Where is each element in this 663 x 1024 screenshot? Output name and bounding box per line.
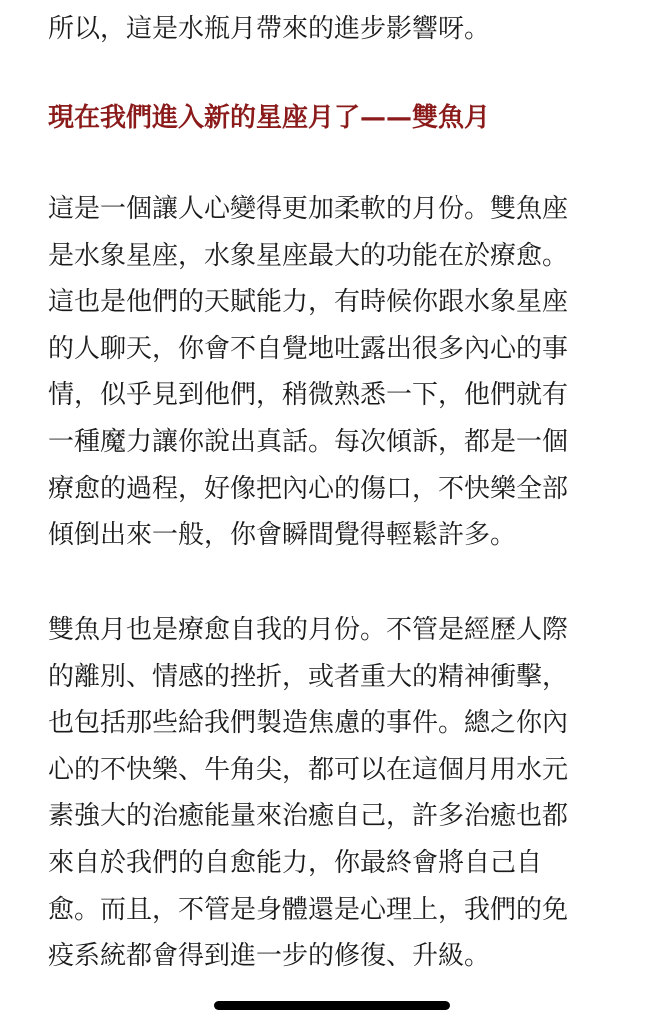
section-heading: 現在我們進入新的星座月了——雙魚月 — [48, 103, 491, 133]
paragraph-2 — [48, 607, 568, 980]
paragraph-line: 愈。而且，不管是身體還是心理上，我們的免 — [48, 894, 569, 925]
paragraph-line: 一種魔力讓你說出真話。每次傾訴，都是一個 — [48, 426, 569, 457]
paragraph-1 — [48, 186, 568, 559]
paragraph-line: 情，似乎見到他們，稍微熟悉一下，他們就有 — [48, 380, 569, 411]
paragraph-line: 素強大的治癒能量來治癒自己，許多治癒也都 — [48, 801, 569, 832]
home-indicator[interactable] — [214, 1001, 450, 1010]
paragraph-line: 傾倒出來一般，你會瞬間覺得輕鬆許多。 — [48, 520, 517, 551]
paragraph-line: 雙魚月也是療愈自我的月份。不管是經歷人際 — [48, 615, 569, 645]
paragraph-line: 來自於我們的自愈能力，你最終會將自己自 — [48, 847, 543, 878]
paragraph-line: 是水象星座，水象星座最大的功能在於療愈。 — [48, 240, 569, 271]
paragraph-line: 的人聊天，你會不自覺地吐露出很多內心的事 — [48, 333, 569, 364]
intro-text: 所以，這是水瓶月帶來的進步影響呀。 — [48, 14, 491, 44]
paragraph-line: 疫系統都會得到進一步的修復、升級。 — [48, 941, 491, 972]
paragraph-line: 這也是他們的天賦能力，有時候你跟水象星座 — [48, 287, 569, 318]
paragraph-line: 這是一個讓人心變得更加柔軟的月份。雙魚座 — [48, 194, 569, 224]
paragraph-line: 療愈的過程，好像把內心的傷口，不快樂全部 — [48, 473, 569, 504]
paragraph-line: 心的不快樂、牛角尖，都可以在這個月用水元 — [48, 754, 569, 785]
paragraph-line: 的離別、情感的挫折，或者重大的精神衝擊， — [48, 661, 569, 692]
paragraph-line: 也包括那些給我們製造焦慮的事件。總之你內 — [48, 708, 569, 739]
